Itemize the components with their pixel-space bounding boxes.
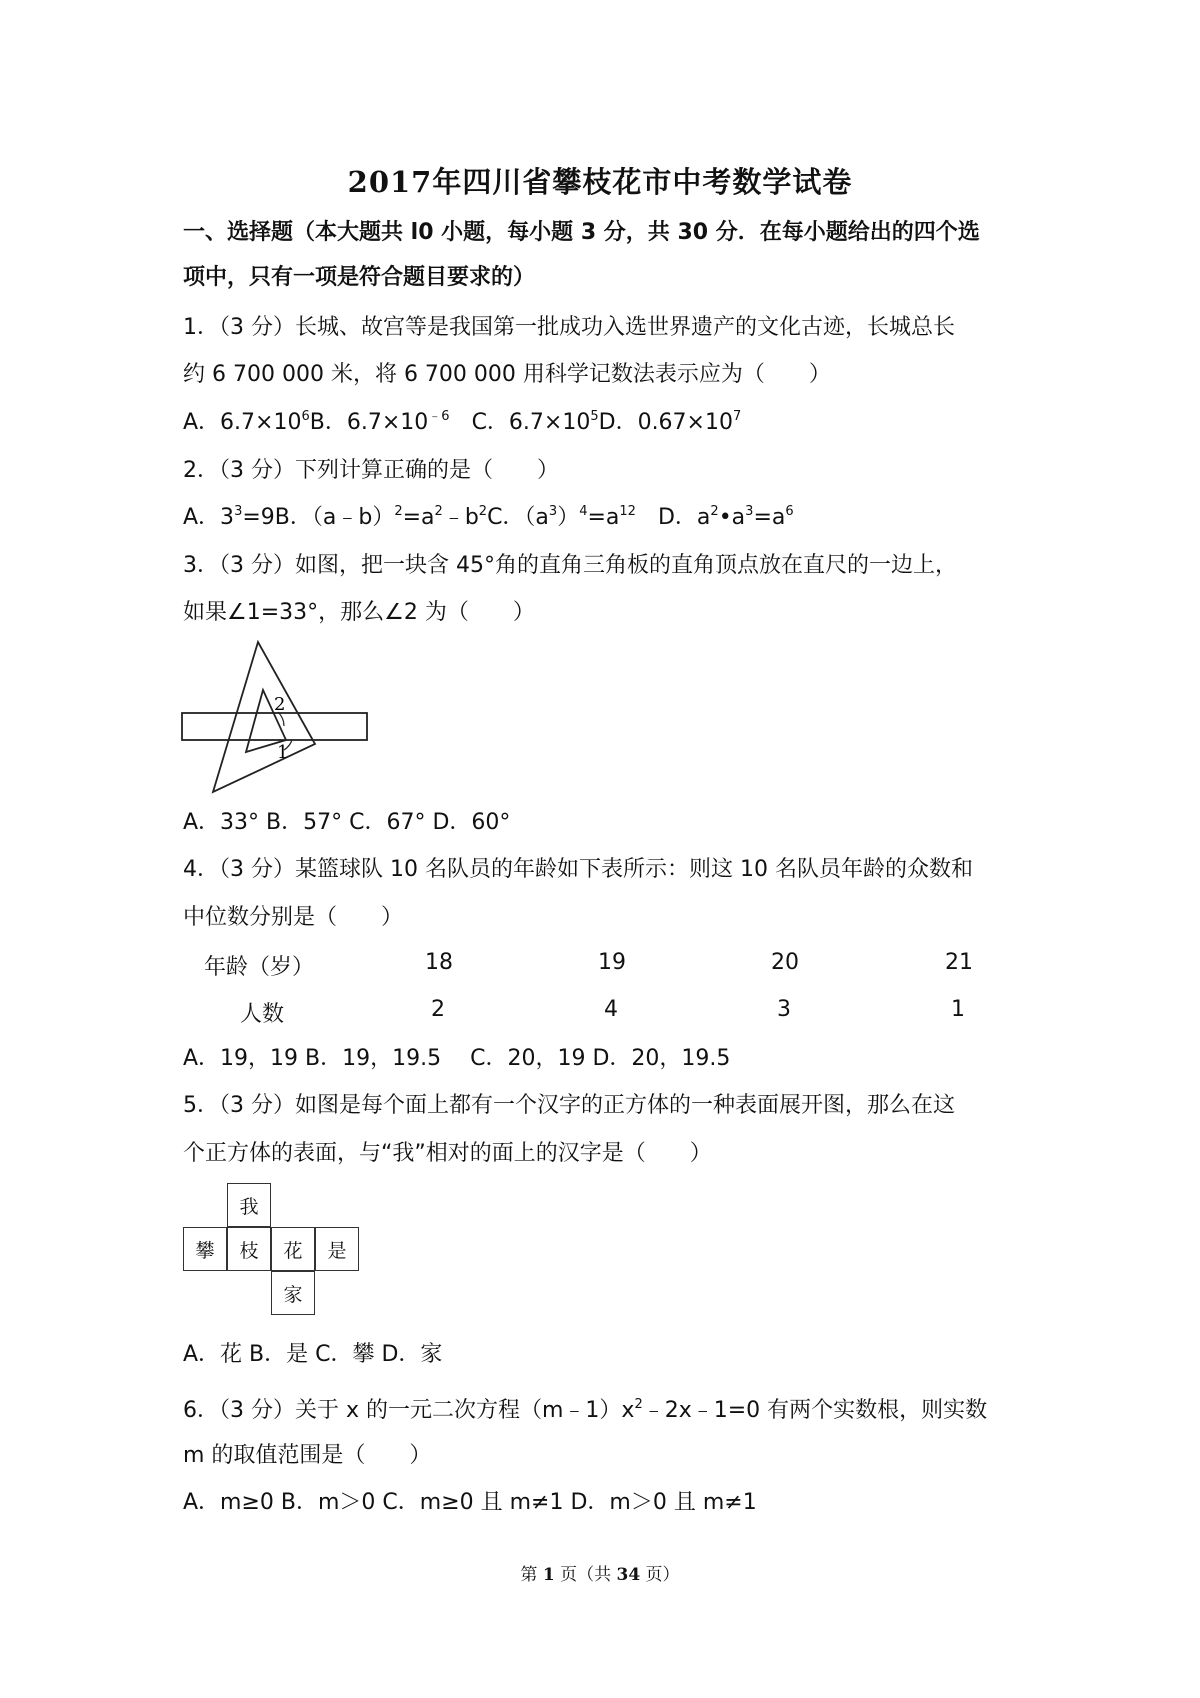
table-header-age: 年龄（岁） (204, 955, 315, 980)
q1-option-b: B．$6.7\times 10^{﹣6}$ (309, 409, 450, 435)
q6-stem-line2: m 的取值范围是（ ） (183, 1443, 432, 1468)
section-header-line2: 项中，只有一项是符合题目要求的） (183, 265, 536, 290)
angle-2-label: 2 (274, 694, 286, 715)
q1-option-d: D．$0.67\times 10^7$ (598, 409, 742, 435)
triangle-outer (213, 642, 315, 792)
q5-stem-line2: 个正方体的表面，与“我”相对的面上的汉字是（ ） (183, 1141, 712, 1166)
table-cell: 1 (951, 997, 965, 1022)
net-face-top: 我 (227, 1183, 271, 1227)
q1-options (183, 408, 1033, 438)
net-face: 攀 (183, 1227, 227, 1271)
q1-stem-line2: 约 6 700 000 米，将 6 700 000 用科学记数法表示应为（ ） (183, 362, 831, 387)
q3-stem-line1: 3．（3 分）如图，把一块含 45°角的直角三角板的直角顶点放在直尺的一边上， (183, 553, 957, 578)
q3-stem-line2: 如果∠1=33°，那么∠2 为（ ） (183, 600, 535, 625)
table-cell: 20 (771, 950, 799, 975)
table-cell: 21 (945, 950, 973, 975)
q6-options: A．m≥0 B．m＞0 C．m≥0 且 m≠1 D．m＞0 且 m≠1 (183, 1490, 757, 1515)
page-title: 2017年四川省攀枝花市中考数学试卷 (347, 165, 853, 199)
section-header-line1: 一、选择题（本大题共 l0 小题，每小题 3 分，共 30 分．在每小题给出的四个选 (183, 220, 980, 245)
table-cell: 3 (777, 997, 791, 1022)
net-face: 枝 (227, 1227, 271, 1271)
q5-options: A．花 B．是 C．攀 D．家 (183, 1342, 443, 1367)
angle-1-label: 1 (277, 742, 289, 763)
page-footer: 第 1 页（共 34 页） (520, 1565, 680, 1585)
q4-stem-line1: 4．（3 分）某篮球队 10 名队员的年龄如下表所示：则这 10 名队员年龄的众数和 (183, 857, 973, 882)
q2-option-d: D．$a^2•a^3=a^6$ (657, 504, 794, 530)
q5-cube-net (183, 1183, 363, 1318)
table-cell: 2 (431, 997, 445, 1022)
q2-option-a: A．$3^3=9$ (183, 504, 275, 530)
page-number: 1 (542, 1565, 555, 1585)
page-total: 34 (616, 1565, 641, 1585)
q1-option-c: C．$6.7\times 10^5$ (471, 409, 599, 435)
net-face: 是 (315, 1227, 359, 1271)
q5-stem-line1: 5．（3 分）如图是每个面上都有一个汉字的正方体的一种表面展开图，那么在这 (183, 1093, 955, 1118)
q1-option-a: A．$6.7\times 10^6$ (183, 409, 310, 435)
q2-stem: 2．（3 分）下列计算正确的是（ ） (183, 458, 559, 483)
q6-stem-line1: 6．（3 分）关于 x 的一元二次方程$(m﹣1)x^2﹣2x﹣1=0$ 有两个实数根，则实数 (183, 1397, 988, 1423)
table-cell: 19 (598, 950, 626, 975)
table-cell: 18 (425, 950, 453, 975)
net-face-bottom: 家 (271, 1271, 315, 1315)
q2-option-c: C．$(a^3)^4=a^{12}$ (487, 504, 636, 530)
net-face: 花 (271, 1227, 315, 1271)
q1-stem-line1: 1．（3 分）长城、故宫等是我国第一批成功入选世界遗产的文化古迹，长城总长 (183, 315, 955, 340)
q4-stem-line2: 中位数分别是（ ） (183, 905, 404, 930)
table-cell: 4 (604, 997, 618, 1022)
q3-options: A．33° B．57° C．67° D．60° (183, 810, 511, 835)
table-header-count: 人数 (240, 1002, 285, 1027)
q2-option-b: B．$(a﹣b)^2=a^2﹣b^2$ (274, 504, 488, 530)
q3-triangle-ruler-figure (180, 640, 380, 795)
q4-options: A．19，19 B．19，19.5 C．20，19 D．20，19.5 (183, 1046, 731, 1071)
q2-options (183, 503, 1033, 533)
